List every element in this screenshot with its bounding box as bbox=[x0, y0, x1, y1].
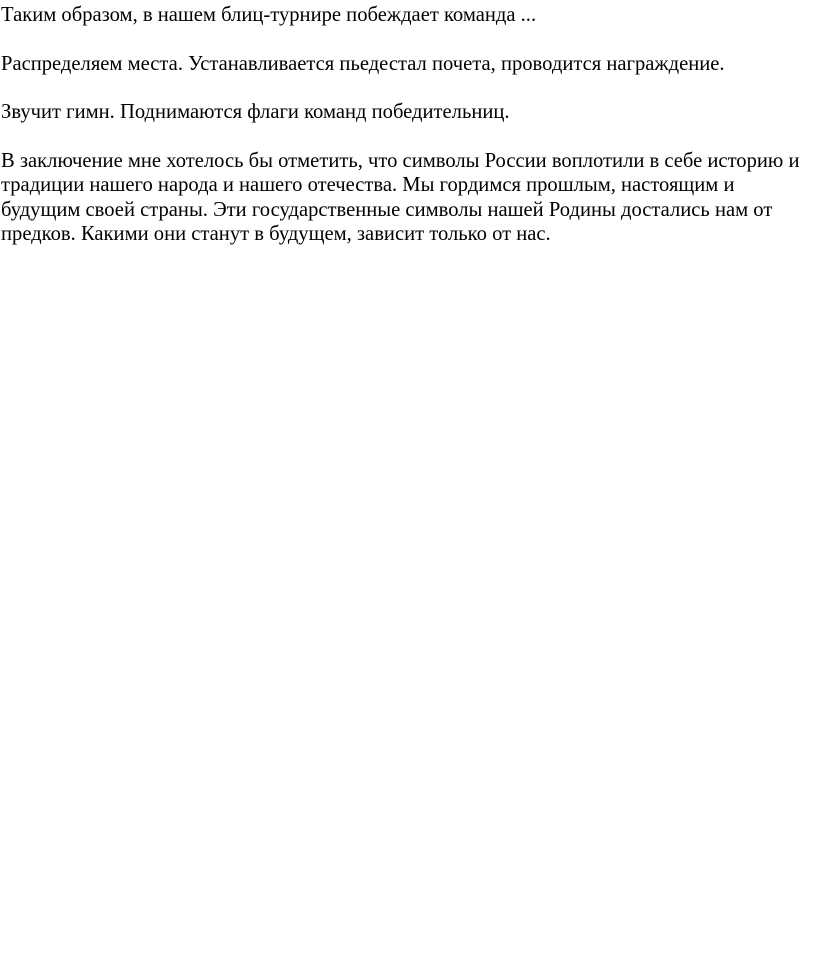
text-line: Звучит гимн. Поднимаются флаги команд победительниц. bbox=[1, 101, 510, 123]
text-line: Таким образом, в нашем блиц-турнире побеждает команда ... bbox=[1, 4, 537, 26]
paragraph-conclusion bbox=[1, 149, 816, 247]
text-line: традиции нашего народа и нашего отечества. Мы гордимся прошлым, настоящим и bbox=[1, 174, 735, 196]
paragraph-award-ceremony bbox=[1, 52, 816, 77]
paragraph-tournament-winner bbox=[1, 3, 816, 28]
text-line: будущим своей страны. Эти государственные символы нашей Родины достались нам от bbox=[1, 198, 773, 221]
text-line: Распределяем места. Устанавливается пьедестал почета, проводится награждение. bbox=[1, 52, 725, 75]
paragraph-anthem bbox=[1, 100, 816, 125]
text-line: В заключение мне хотелось бы отметить, что символы России воплотили в себе историю и bbox=[1, 149, 800, 172]
text-line: предков. Какими они станут в будущем, зависит только от нас. bbox=[1, 223, 551, 245]
